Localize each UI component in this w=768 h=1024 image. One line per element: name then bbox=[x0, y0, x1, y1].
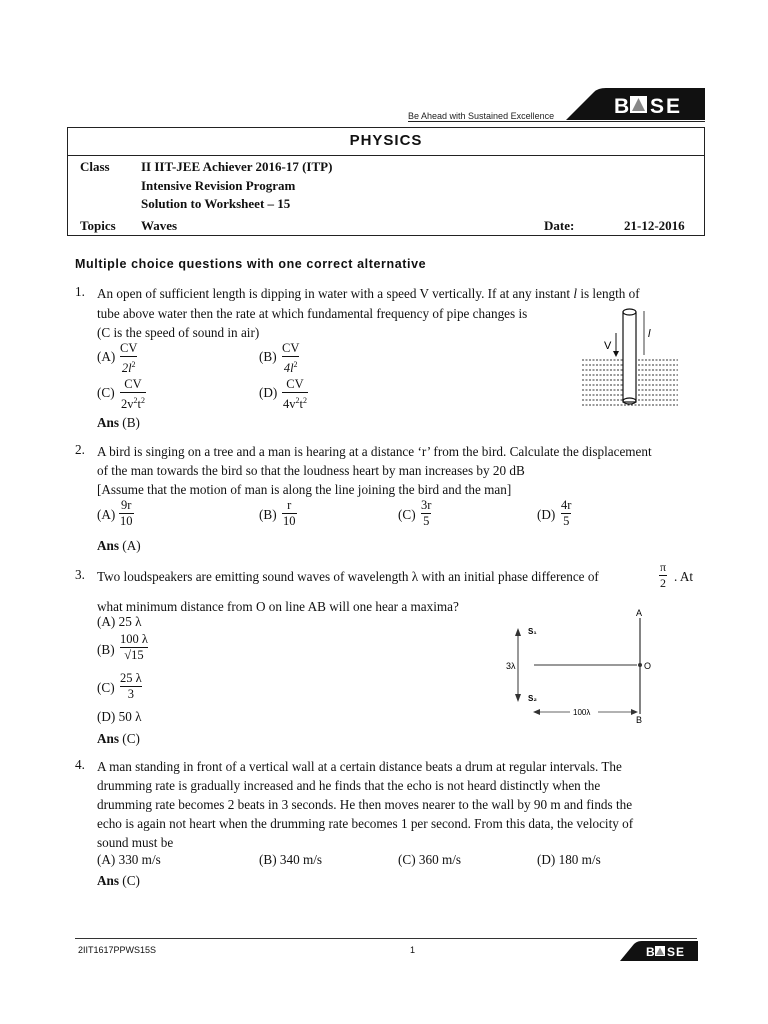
q3-speaker-figure bbox=[500, 606, 670, 726]
q1-option-b-fraction: $\frac{CV}{4l^2}$ bbox=[282, 341, 300, 376]
q3-option-d: (D) 50 λ bbox=[97, 709, 142, 724]
q2-option-b-fraction: $\frac{r}{10}$ bbox=[283, 498, 296, 528]
q3-option-a: (A) 25 λ bbox=[97, 614, 142, 629]
q1-option-c-label: (C) bbox=[97, 385, 115, 400]
topics-value: Waves bbox=[141, 218, 178, 233]
point-b-label: B bbox=[636, 715, 643, 725]
q4-line-1: A man standing in front of a vertical wall at a certain distance beats a drum at regular intervals. The bbox=[97, 759, 622, 774]
q4-line-2: drumming rate is gradually increased and he finds that the echo is not heard distinctly when the bbox=[97, 778, 601, 793]
base-logo bbox=[566, 88, 705, 120]
footer-base-logo bbox=[620, 941, 698, 961]
svg-text:E: E bbox=[676, 945, 685, 959]
q1-line-1: An open of sufficient length is dipping in water with a speed V vertically. If at any instant l is length of bbox=[97, 286, 640, 301]
svg-text:E: E bbox=[666, 95, 681, 118]
q4-option-b: (B) 340 m/s bbox=[259, 852, 323, 867]
section-heading: Multiple choice questions with one correct alternative bbox=[75, 257, 427, 271]
q3-line-1: Two loudspeakers are emitting sound waves of wavelength λ with an initial phase difference of bbox=[97, 569, 599, 584]
q4-line-3: drumming rate becomes 2 beats in 3 seconds. He then moves nearer to the wall by 90 m and finds the bbox=[97, 797, 633, 812]
svg-text:S: S bbox=[650, 95, 665, 118]
pipe bbox=[623, 312, 636, 402]
q3-phase-fraction: $\frac{\pi}{2}$ bbox=[659, 560, 667, 590]
distance-label: 100λ bbox=[573, 708, 591, 717]
class-line-2: Intensive Revision Program bbox=[141, 178, 296, 193]
q3-number: 3. bbox=[75, 567, 85, 582]
speaker-1: S₁ bbox=[528, 627, 537, 636]
date-label: Date: bbox=[544, 218, 575, 233]
q3-option-b-fraction: $\frac{100 \lambda}{√15}$ bbox=[120, 632, 148, 662]
q1-option-a-label: (A) bbox=[97, 349, 116, 364]
q2-option-d-fraction: $\frac{4r}{5}$ bbox=[561, 498, 572, 528]
page-number: 1 bbox=[410, 945, 416, 955]
q1-option-c-fraction: $\frac{CV}{2v^2t^2}$ bbox=[121, 377, 145, 412]
q1-line-3: (C is the speed of sound in air) bbox=[97, 325, 260, 340]
q2-number: 2. bbox=[75, 442, 85, 457]
q4-answer: Ans (C) bbox=[97, 873, 140, 888]
point-o-label: O bbox=[644, 661, 652, 671]
q1-option-a-fraction: $\frac{CV}{2l^2}$ bbox=[120, 341, 138, 376]
q2-option-d-label: (D) bbox=[537, 507, 556, 522]
q4-line-4: echo is again not heart when the drumming rate becomes 1 per second. From this data, the velocity of bbox=[97, 816, 634, 831]
q1-number: 1. bbox=[75, 284, 85, 299]
q2-option-a-label: (A) bbox=[97, 507, 116, 522]
q1-option-d-fraction: $\frac{CV}{4v^2t^2}$ bbox=[283, 377, 307, 412]
class-line-3: Solution to Worksheet – 15 bbox=[141, 196, 291, 211]
q3-answer: Ans (C) bbox=[97, 731, 140, 746]
q1-option-b-label: (B) bbox=[259, 349, 277, 364]
q4-number: 4. bbox=[75, 757, 85, 772]
svg-text:S: S bbox=[667, 945, 676, 959]
velocity-label: V bbox=[604, 340, 612, 352]
q3-option-c-fraction: $\frac{25 \lambda}{3}$ bbox=[120, 671, 142, 701]
q3-option-b-label: (B) bbox=[97, 642, 115, 657]
q3-line-2: what minimum distance from O on line AB will one hear a maxima? bbox=[97, 599, 459, 614]
topics-label: Topics bbox=[80, 218, 116, 233]
svg-text:B: B bbox=[614, 95, 630, 118]
worksheet-info-box bbox=[67, 127, 705, 236]
tagline: Be Ahead with Sustained Excellence bbox=[408, 111, 555, 121]
length-label: l bbox=[648, 328, 651, 340]
q2-line-2: of the man towards the bird so that the loudness heart by man increases by 20 dB bbox=[97, 463, 525, 478]
subject-title: PHYSICS bbox=[349, 132, 423, 149]
svg-text:B: B bbox=[646, 945, 655, 959]
q3-option-c-label: (C) bbox=[97, 680, 115, 695]
q4-line-5: sound must be bbox=[97, 835, 174, 850]
class-line-1: II IIT-JEE Achiever 2016-17 (ITP) bbox=[141, 159, 333, 174]
q1-option-d-label: (D) bbox=[259, 385, 278, 400]
class-label: Class bbox=[80, 159, 110, 174]
q2-option-a-fraction: $\frac{9r}{10}$ bbox=[120, 498, 133, 528]
q2-answer: Ans (A) bbox=[97, 538, 141, 553]
speaker-2: S₂ bbox=[528, 694, 537, 703]
q1-answer: Ans (B) bbox=[97, 415, 140, 430]
q4-option-c: (C) 360 m/s bbox=[398, 852, 462, 867]
date-value: 21-12-2016 bbox=[624, 218, 685, 233]
subject-row bbox=[68, 128, 704, 156]
point-a-label: A bbox=[636, 608, 643, 618]
q1-pipe-figure bbox=[580, 305, 680, 410]
q3-line-1-end: . At bbox=[674, 569, 694, 584]
header-divider bbox=[408, 121, 705, 122]
q2-line-1: A bird is singing on a tree and a man is hearing at a distance ‘r’ from the bird. Calculate the displacement bbox=[97, 444, 652, 459]
q4-option-a: (A) 330 m/s bbox=[97, 852, 161, 867]
footer-code: 2IIT1617PPWS15S bbox=[78, 945, 157, 955]
q1-line-2: tube above water then the rate at which fundamental frequency of pipe changes is bbox=[97, 306, 528, 321]
separation-label: 3λ bbox=[506, 661, 516, 671]
q2-option-c-fraction: $\frac{3r}{5}$ bbox=[421, 498, 432, 528]
q2-line-3: [Assume that the motion of man is along the line joining the bird and the man] bbox=[97, 482, 512, 497]
q4-option-d: (D) 180 m/s bbox=[537, 852, 601, 867]
q2-option-c-label: (C) bbox=[398, 507, 416, 522]
footer-divider bbox=[75, 938, 697, 939]
q2-option-b-label: (B) bbox=[259, 507, 277, 522]
